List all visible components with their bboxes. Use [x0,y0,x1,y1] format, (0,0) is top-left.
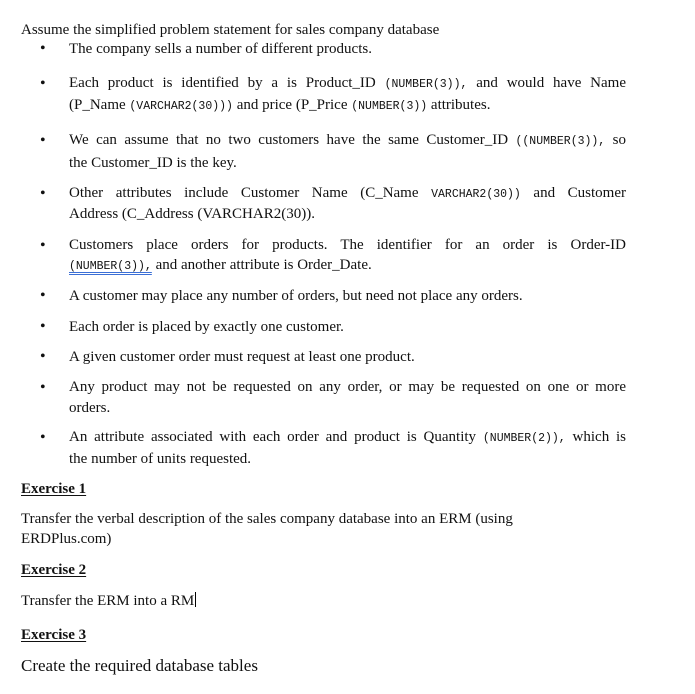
bullet-marker: • [40,237,46,254]
bullet-2-line-1: Each product is identified by a is Product_ID (NUMBER(3)), and would have Name [69,75,626,91]
code-number-3: (NUMBER(3)) [351,100,428,113]
bullet-marker: • [40,287,46,304]
exercise-3-heading: Exercise 3 [21,627,87,643]
bullet-marker: • [40,40,46,57]
code-number-3: (NUMBER(3)), [384,78,468,91]
exercise-3-text: Create the required database tables [21,656,258,675]
bullet-9-line-1: Any product may not be requested on any order, or may be requested on one or more [69,379,626,395]
bullet-10-line-1: An attribute associated with each order and product is Quantity (NUMBER(2)), which is [69,429,627,445]
exercise-1-heading: Exercise 1 [21,481,87,497]
text-cursor [195,592,196,607]
code-varchar2: (VARCHAR2(30))) [129,100,233,113]
code-number-3: ((NUMBER(3)), [515,135,606,148]
bullet-marker: • [40,429,46,446]
bullet-marker: • [40,379,46,396]
bullet-5-line-2: (NUMBER(3)), and another attribute is Order_Date. [69,257,372,273]
exercise-1-text-line-2: ERDPlus.com) [21,531,112,547]
bullet-1-text: The company sells a number of different products. [69,41,372,57]
bullet-7-text: Each order is placed by exactly one customer. [69,319,344,335]
bullet-6-text: A customer may place any number of orders, but need not place any orders. [69,288,523,304]
exercise-2-text: Transfer the ERM into a RM [21,593,195,609]
bullet-marker: • [40,132,46,149]
exercise-1-text-line-1: Transfer the verbal description of the sales company database into an ERM (using [21,511,513,527]
bullet-3-line-1: We can assume that no two customers have the same Customer_ID ((NUMBER(3)), so [69,132,626,148]
bullet-3-line-2: the Customer_ID is the key. [69,155,237,171]
intro-text: Assume the simplified problem statement for sales company database [21,22,440,38]
code-varchar2: VARCHAR2(30)) [431,188,521,201]
bullet-2-line-2: (P_Name (VARCHAR2(30))) and price (P_Price (NUMBER(3)) attributes. [69,97,491,113]
bullet-marker: • [40,185,46,202]
code-number-3: (NUMBER(3)), [69,260,152,273]
bullet-marker: • [40,348,46,365]
bullet-4-line-2: Address (C_Address (VARCHAR2(30)). [69,206,315,222]
bullet-9-line-2: orders. [69,400,111,416]
bullet-marker: • [40,318,46,335]
bullet-marker: • [40,75,46,92]
exercise-2-heading: Exercise 2 [21,562,87,578]
bullet-10-line-2: the number of units requested. [69,451,252,467]
bullet-8-text: A given customer order must request at least one product. [69,349,415,365]
bullet-4-line-1: Other attributes include Customer Name (C_Name VARCHAR2(30)) and Customer [69,185,626,201]
code-number-2: (NUMBER(2)), [482,432,566,445]
bullet-5-line-1: Customers place orders for products. The identifier for an order is Order-ID [69,237,626,253]
